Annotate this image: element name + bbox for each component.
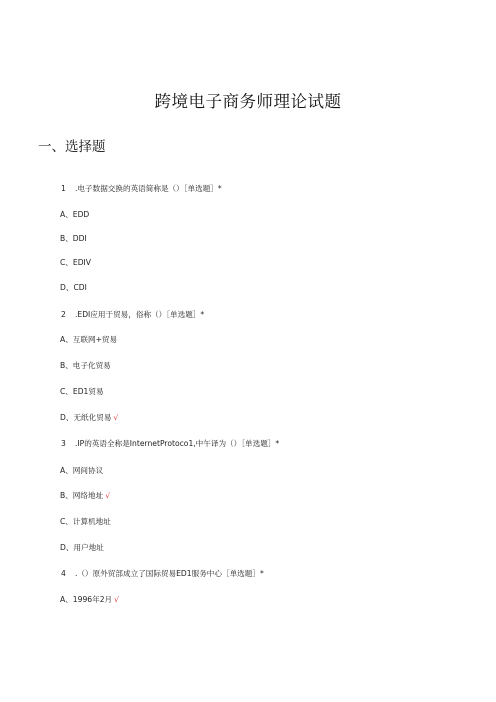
- question-text: .（）原外贸部成立了国际贸易ED1服务中心［单选题］*: [75, 569, 264, 578]
- question-text: .EDI应用于贸易，俗称（）［单选题］*: [75, 310, 205, 319]
- option-2c[interactable]: [60, 386, 106, 397]
- option-3b[interactable]: [60, 490, 110, 501]
- option-label: C、ED1贸易: [60, 387, 104, 396]
- option-3d[interactable]: [60, 542, 106, 553]
- option-label: A、网间协议: [60, 466, 104, 475]
- option-2a[interactable]: [60, 334, 119, 345]
- answer-check-icon: √: [113, 413, 119, 422]
- option-label: D、用户地址: [60, 543, 104, 552]
- option-1a[interactable]: [60, 209, 91, 220]
- option-3c[interactable]: [60, 516, 113, 527]
- option-2b[interactable]: [60, 360, 113, 371]
- option-2d[interactable]: [60, 412, 118, 423]
- question-4: [61, 568, 264, 579]
- section-heading: 一、选择题: [38, 139, 106, 155]
- option-label: D、CDI: [60, 283, 87, 292]
- question-text: .IP的英语全称是InternetProtoco1,中午译为（）［单选题］*: [75, 439, 280, 448]
- option-label: B、电子化贸易: [60, 361, 111, 370]
- question-number: 1: [61, 184, 66, 193]
- answer-check-icon: √: [105, 491, 111, 500]
- question-number: 4: [61, 569, 66, 578]
- question-1: [61, 183, 222, 194]
- option-label: A、EDD: [60, 210, 90, 219]
- option-label: A、互联网+贸易: [60, 335, 118, 344]
- question-number: 2: [61, 310, 66, 319]
- answer-check-icon: √: [114, 595, 119, 604]
- question-2: [61, 309, 204, 320]
- option-label: A、1996年2月: [60, 595, 113, 604]
- option-4a[interactable]: [60, 594, 119, 605]
- option-3a[interactable]: [60, 465, 105, 476]
- option-label: C、计算机地址: [60, 517, 111, 526]
- option-label: B、网络地址: [60, 491, 104, 500]
- option-1c[interactable]: [60, 257, 93, 268]
- question-3: [61, 438, 279, 449]
- option-label: D、无纸化贸易: [60, 413, 112, 422]
- option-1d[interactable]: [60, 282, 89, 293]
- option-label: B、DDI: [60, 234, 87, 243]
- question-number: 3: [61, 439, 66, 448]
- question-text: .电子数据交换的英语简称是（）［单选题］*: [75, 184, 222, 193]
- option-label: C、EDIV: [60, 258, 91, 267]
- document-title: 跨境电子商务师理论试题: [154, 92, 342, 111]
- option-1b[interactable]: [60, 233, 89, 244]
